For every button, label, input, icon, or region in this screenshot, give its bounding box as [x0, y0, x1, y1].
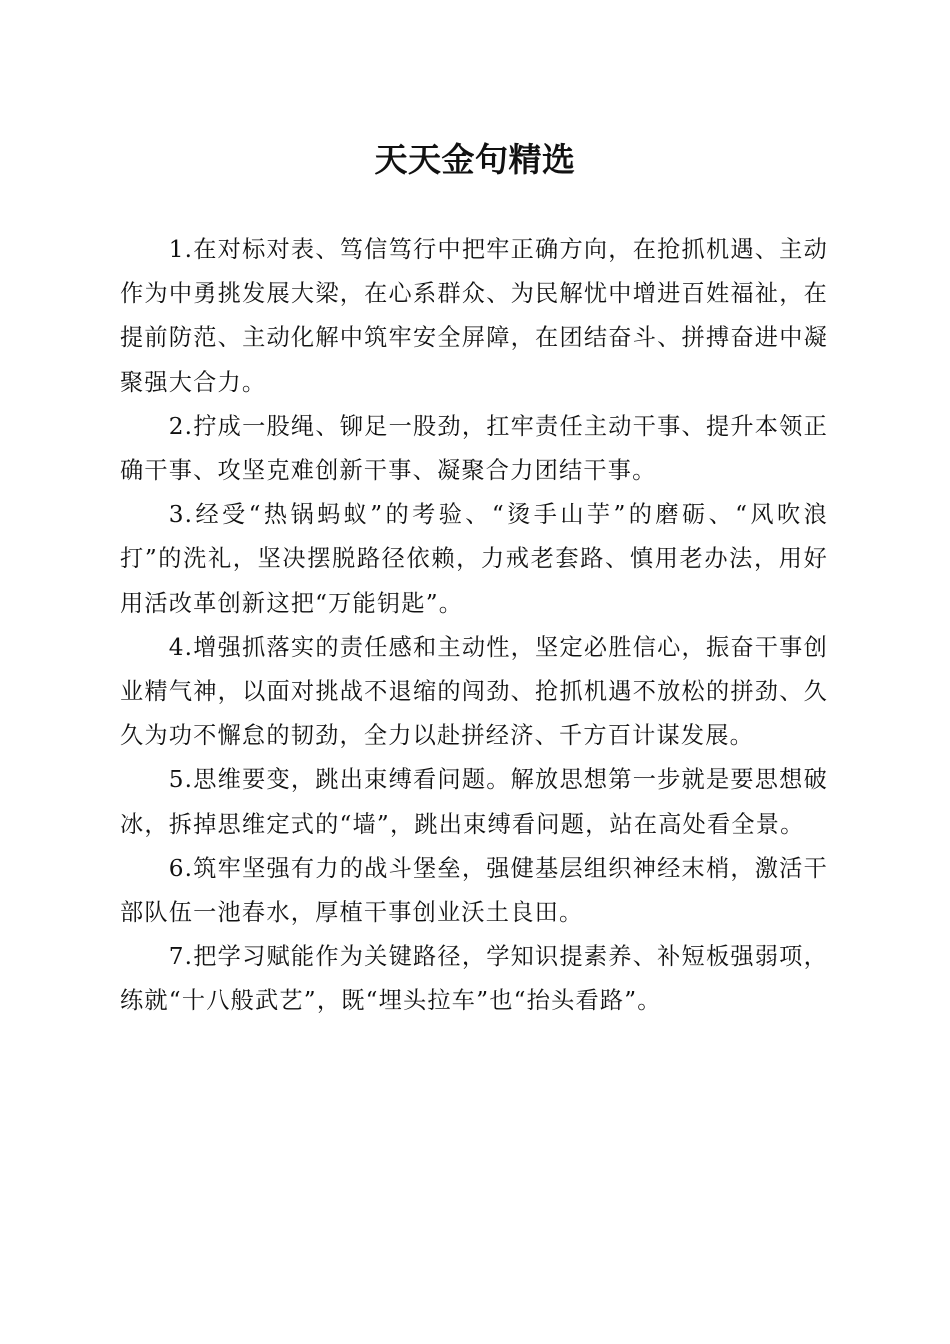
paragraph-1: 1.在对标对表、笃信笃行中把牢正确方向，在抢抓机遇、主动作为中勇挑发展大梁，在心系群众、为民解忧中增进百姓福祉，在提前防范、主动化解中筑牢安全屏障，在团结奋斗、拼搏奋进中凝聚强大合力。 — [120, 236, 828, 396]
document-title: 天天金句精选 — [374, 140, 576, 179]
paragraph-3: 3.经受“热锅蚂蚁”的考验、“烫手山芋”的磨砺、“风吹浪打”的洗礼，坚决摆脱路径依赖，力戒老套路、慎用老办法，用好用活改革创新这把“万能钥匙”。 — [120, 501, 828, 617]
paragraph-5: 5.思维要变，跳出束缚看问题。解放思想第一步就是要思想破冰，拆掉思维定式的“墙”，跳出束缚看问题，站在高处看全景。 — [120, 766, 828, 838]
paragraph-6: 6.筑牢坚强有力的战斗堡垒，强健基层组织神经末梢，激活干部队伍一池春水，厚植干事创业沃土良田。 — [120, 854, 828, 927]
paragraph-2: 2.拧成一股绳、铆足一股劲，扛牢责任主动干事、提升本领正确干事、攻坚克难创新干事、凝聚合力团结干事。 — [120, 412, 828, 485]
document-body — [120, 228, 828, 1024]
paragraph-4: 4.增强抓落实的责任感和主动性，坚定必胜信心，振奋干事创业精气神，以面对挑战不退缩的闯劲、抢抓机遇不放松的拼劲、久久为功不懈怠的韧劲，全力以赴拼经济、千方百计谋发展。 — [120, 633, 828, 750]
paragraph-7: 7.把学习赋能作为关键路径，学知识提素养、补短板强弱项，练就“十八般武艺”，既“埋头拉车”也“抬头看路”。 — [120, 943, 828, 1015]
